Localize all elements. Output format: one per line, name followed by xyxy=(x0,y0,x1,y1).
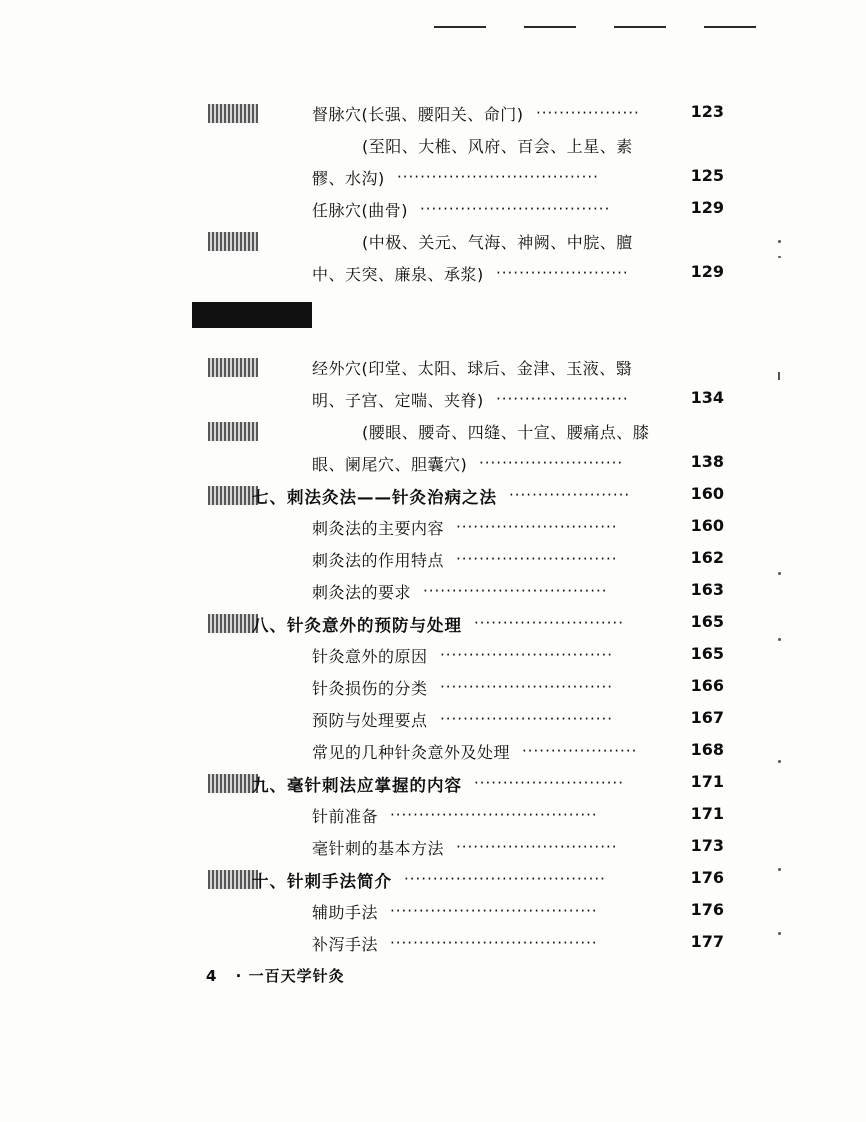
toc-page-number: 173 xyxy=(690,836,724,855)
toc-entry[interactable] xyxy=(0,770,866,802)
toc-page-number: 129 xyxy=(690,262,724,281)
toc-entry[interactable] xyxy=(0,354,866,386)
footer-book-title: · 一百天学针灸 xyxy=(235,967,345,985)
toc-page-number: 165 xyxy=(690,612,724,631)
toc-entry[interactable] xyxy=(0,164,866,196)
margin-smudge xyxy=(208,870,258,889)
toc-entry[interactable] xyxy=(0,228,866,260)
margin-smudge xyxy=(208,486,258,505)
toc-leader-dots: ························· xyxy=(479,454,624,472)
toc-chapter-title: 九、毫针刺法应掌握的内容 xyxy=(252,776,462,795)
toc-leader-dots: ··································· xyxy=(404,870,606,888)
toc-entry[interactable] xyxy=(0,738,866,770)
toc-entry[interactable] xyxy=(0,834,866,866)
toc-section-title: 补泻手法 xyxy=(312,935,379,954)
toc-page-number: 166 xyxy=(690,676,724,695)
toc-section-title: 刺灸法的要求 xyxy=(312,583,412,602)
toc-entry[interactable] xyxy=(0,706,866,738)
toc-page-number: 162 xyxy=(690,548,724,567)
toc-section-title: 经外穴(印堂、太阳、球后、金津、玉液、翳 xyxy=(312,359,633,378)
toc-entry[interactable] xyxy=(0,418,866,450)
toc-section-title: 常见的几种针灸意外及处理 xyxy=(312,743,511,762)
toc-page-number: 177 xyxy=(690,932,724,951)
toc-leader-dots: ······················· xyxy=(496,264,629,282)
toc-entry[interactable] xyxy=(0,132,866,164)
toc-entry[interactable] xyxy=(0,866,866,898)
toc-entry[interactable] xyxy=(0,578,866,610)
toc-leader-dots: ································· xyxy=(420,200,611,218)
toc-section-title: (至阳、大椎、风府、百会、上星、素 xyxy=(362,137,633,156)
toc-section-title: 任脉穴(曲骨) xyxy=(312,201,408,220)
margin-smudge xyxy=(208,614,258,633)
toc-page-number: 163 xyxy=(690,580,724,599)
toc-leader-dots: ······················· xyxy=(496,390,629,408)
crop-mark xyxy=(434,26,486,28)
toc-section-title: 针灸意外的原因 xyxy=(312,647,428,666)
toc-entry[interactable] xyxy=(0,450,866,482)
toc-page-number: 134 xyxy=(690,388,724,407)
toc-section-title: (腰眼、腰奇、四缝、十宣、腰痛点、膝 xyxy=(362,423,650,442)
toc-section-title: 预防与处理要点 xyxy=(312,711,428,730)
toc-section-title: (中极、关元、气海、神阙、中脘、膻 xyxy=(362,233,633,252)
toc-page-number: 123 xyxy=(690,102,724,121)
toc-leader-dots: ··································· xyxy=(397,168,599,186)
toc-page-number: 129 xyxy=(690,198,724,217)
toc-entry[interactable] xyxy=(0,100,866,132)
toc-section-title: 中、天突、廉泉、承浆) xyxy=(312,265,484,284)
toc-leader-dots: ···································· xyxy=(390,806,598,824)
margin-smudge xyxy=(208,104,258,123)
toc-section-title: 髎、水沟) xyxy=(312,169,385,188)
toc-chapter-title: 七、刺法灸法——针灸治病之法 xyxy=(252,488,497,507)
toc-page-number: 168 xyxy=(690,740,724,759)
toc-leader-dots: ································ xyxy=(423,582,608,600)
toc-entry[interactable] xyxy=(0,260,866,292)
toc-entry[interactable] xyxy=(0,514,866,546)
toc-page-number: 160 xyxy=(690,484,724,503)
toc-page-number: 138 xyxy=(690,452,724,471)
toc-entry[interactable] xyxy=(0,386,866,418)
toc-section-title: 毫针刺的基本方法 xyxy=(312,839,445,858)
toc-page-number: 167 xyxy=(690,708,724,727)
toc-leader-dots: ···································· xyxy=(390,902,598,920)
toc-leader-dots: ·························· xyxy=(474,614,624,632)
toc-section-title: 刺灸法的作用特点 xyxy=(312,551,445,570)
toc-entry[interactable] xyxy=(0,674,866,706)
toc-entry[interactable] xyxy=(0,610,866,642)
toc-leader-dots: ···················· xyxy=(522,742,638,760)
toc-section-title: 针灸损伤的分类 xyxy=(312,679,428,698)
toc-entry[interactable] xyxy=(0,898,866,930)
toc-leader-dots: ······························ xyxy=(440,646,614,664)
toc-leader-dots: ·················· xyxy=(536,104,640,122)
footer-page-number: 4 xyxy=(206,967,218,985)
toc-page-number: 176 xyxy=(690,868,724,887)
toc-page-number: 125 xyxy=(690,166,724,185)
margin-smudge xyxy=(208,422,258,441)
toc-entry[interactable] xyxy=(0,930,866,962)
toc-leader-dots: ···································· xyxy=(390,934,598,952)
crop-mark xyxy=(524,26,576,28)
toc-leader-dots: ···························· xyxy=(456,518,618,536)
toc-entry[interactable] xyxy=(0,196,866,228)
toc-section-title: 督脉穴(长强、腰阳关、命门) xyxy=(312,105,524,124)
toc-leader-dots: ····················· xyxy=(509,486,631,504)
toc-section-title: 眼、阑尾穴、胆囊穴) xyxy=(312,455,468,474)
toc-page-number: 160 xyxy=(690,516,724,535)
toc-leader-dots: ···························· xyxy=(456,550,618,568)
toc-entry[interactable] xyxy=(0,546,866,578)
toc-entry[interactable] xyxy=(0,642,866,674)
toc-chapter-title: 十、针刺手法简介 xyxy=(252,872,392,891)
toc-page-number: 165 xyxy=(690,644,724,663)
toc-section-title: 明、子宫、定喘、夹脊) xyxy=(312,391,484,410)
margin-smudge xyxy=(208,774,258,793)
toc-page-number: 176 xyxy=(690,900,724,919)
toc-leader-dots: ······························ xyxy=(440,710,614,728)
toc-entry[interactable] xyxy=(0,482,866,514)
scan-artifact-bar xyxy=(192,302,312,328)
toc-leader-dots: ·························· xyxy=(474,774,624,792)
page-footer xyxy=(206,965,345,986)
toc-entry[interactable] xyxy=(0,802,866,834)
margin-smudge xyxy=(208,358,258,377)
toc-page-number: 171 xyxy=(690,772,724,791)
toc-chapter-title: 八、针灸意外的预防与处理 xyxy=(252,616,462,635)
toc-page-number: 171 xyxy=(690,804,724,823)
crop-mark xyxy=(614,26,666,28)
toc-leader-dots: ···························· xyxy=(456,838,618,856)
toc-section-title: 刺灸法的主要内容 xyxy=(312,519,445,538)
crop-mark xyxy=(704,26,756,28)
toc-section-title: 辅助手法 xyxy=(312,903,379,922)
toc-section-title: 针前准备 xyxy=(312,807,379,826)
toc-leader-dots: ······························ xyxy=(440,678,614,696)
margin-smudge xyxy=(208,232,258,251)
